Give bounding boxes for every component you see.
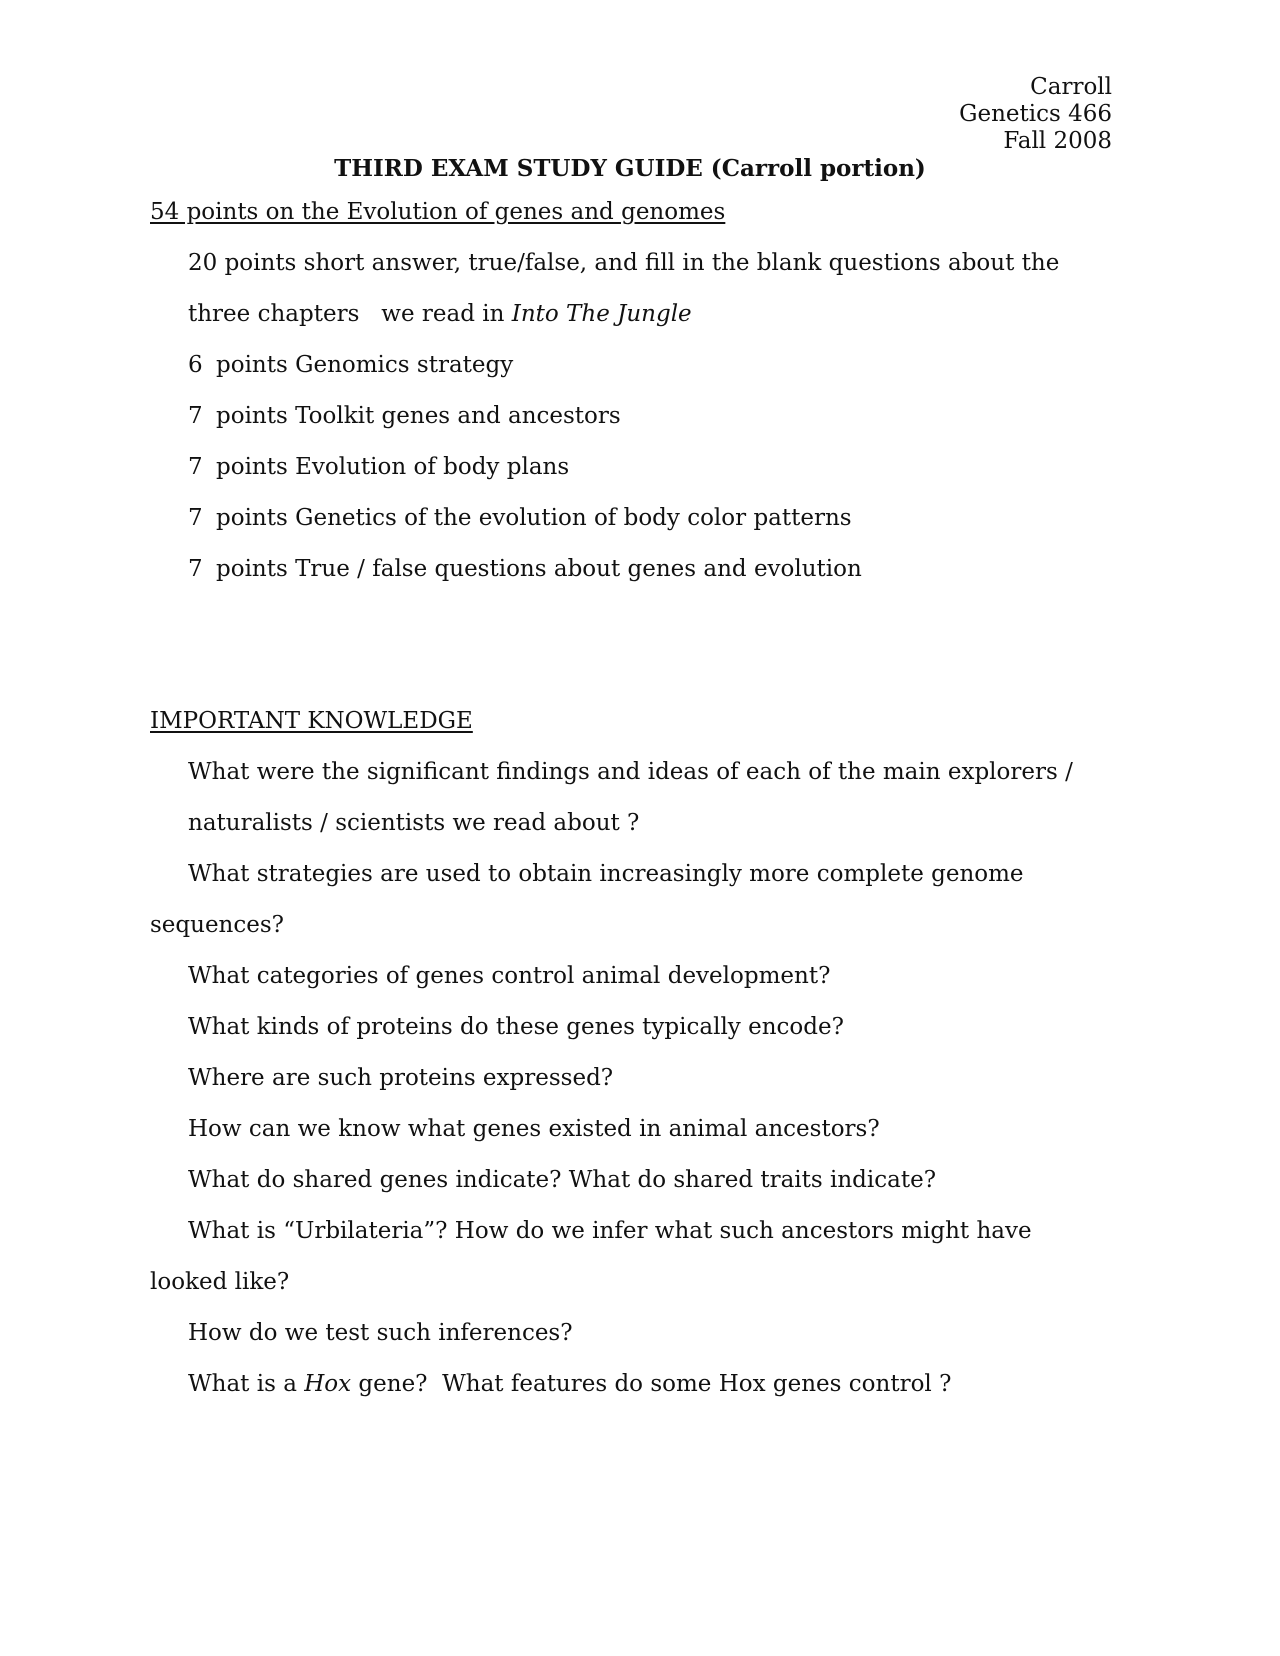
question-9: How do we test such inferences? xyxy=(188,1320,573,1346)
hox-term: Hox xyxy=(304,1371,352,1397)
question-2-line-1: What strategies are used to obtain increasingly more complete genome xyxy=(188,861,1024,887)
question-10-start: What is a xyxy=(188,1371,305,1397)
list-item xyxy=(188,351,513,379)
item-number: 7 xyxy=(188,556,203,582)
question-1-line-1: What were the significant findings and ideas of each of the main explorers / xyxy=(188,759,1073,785)
intro-line-2 xyxy=(188,300,692,328)
item-number: 7 xyxy=(188,505,203,531)
page-title: THIRD EXAM STUDY GUIDE (Carroll portion) xyxy=(334,155,926,182)
header-block xyxy=(959,74,1112,155)
item-text: points Genomics strategy xyxy=(216,352,514,378)
question-3: What categories of genes control animal development? xyxy=(188,963,831,989)
term: Fall 2008 xyxy=(1003,128,1112,154)
item-text: points Genetics of the evolution of body color patterns xyxy=(216,505,852,531)
question-4: What kinds of proteins do these genes typically encode? xyxy=(188,1014,844,1040)
intro-line-1: 20 points short answer, true/false, and fill in the blank questions about the xyxy=(188,250,1060,276)
section-heading-knowledge: IMPORTANT KNOWLEDGE xyxy=(150,708,473,734)
question-1-line-2: naturalists / scientists we read about ? xyxy=(188,810,640,836)
question-2-line-2: sequences? xyxy=(150,912,285,938)
question-7: What do shared genes indicate? What do shared traits indicate? xyxy=(188,1167,937,1193)
item-number: 7 xyxy=(188,403,203,429)
question-8-line-2: looked like? xyxy=(150,1269,290,1295)
item-text: points Toolkit genes and ancestors xyxy=(216,403,621,429)
question-10 xyxy=(188,1370,951,1398)
book-title: Into The Jungle xyxy=(511,301,692,327)
list-item xyxy=(188,504,852,532)
item-number: 6 xyxy=(188,352,203,378)
section-heading-points: 54 points on the Evolution of genes and genomes xyxy=(150,199,726,225)
intro-line-2-text: three chapters we read in xyxy=(188,301,512,327)
author-name: Carroll xyxy=(1030,74,1112,100)
course-name: Genetics 466 xyxy=(959,101,1112,127)
question-8-line-1: What is “Urbilateria”? How do we infer what such ancestors might have xyxy=(188,1218,1032,1244)
list-item xyxy=(188,402,621,430)
item-text: points Evolution of body plans xyxy=(216,454,570,480)
list-item xyxy=(188,555,862,583)
list-item xyxy=(188,453,569,481)
question-10-end: gene? What features do some Hox genes control ? xyxy=(351,1371,952,1397)
question-5: Where are such proteins expressed? xyxy=(188,1065,614,1091)
question-6: How can we know what genes existed in animal ancestors? xyxy=(188,1116,880,1142)
item-text: points True / false questions about genes and evolution xyxy=(216,556,862,582)
item-number: 7 xyxy=(188,454,203,480)
